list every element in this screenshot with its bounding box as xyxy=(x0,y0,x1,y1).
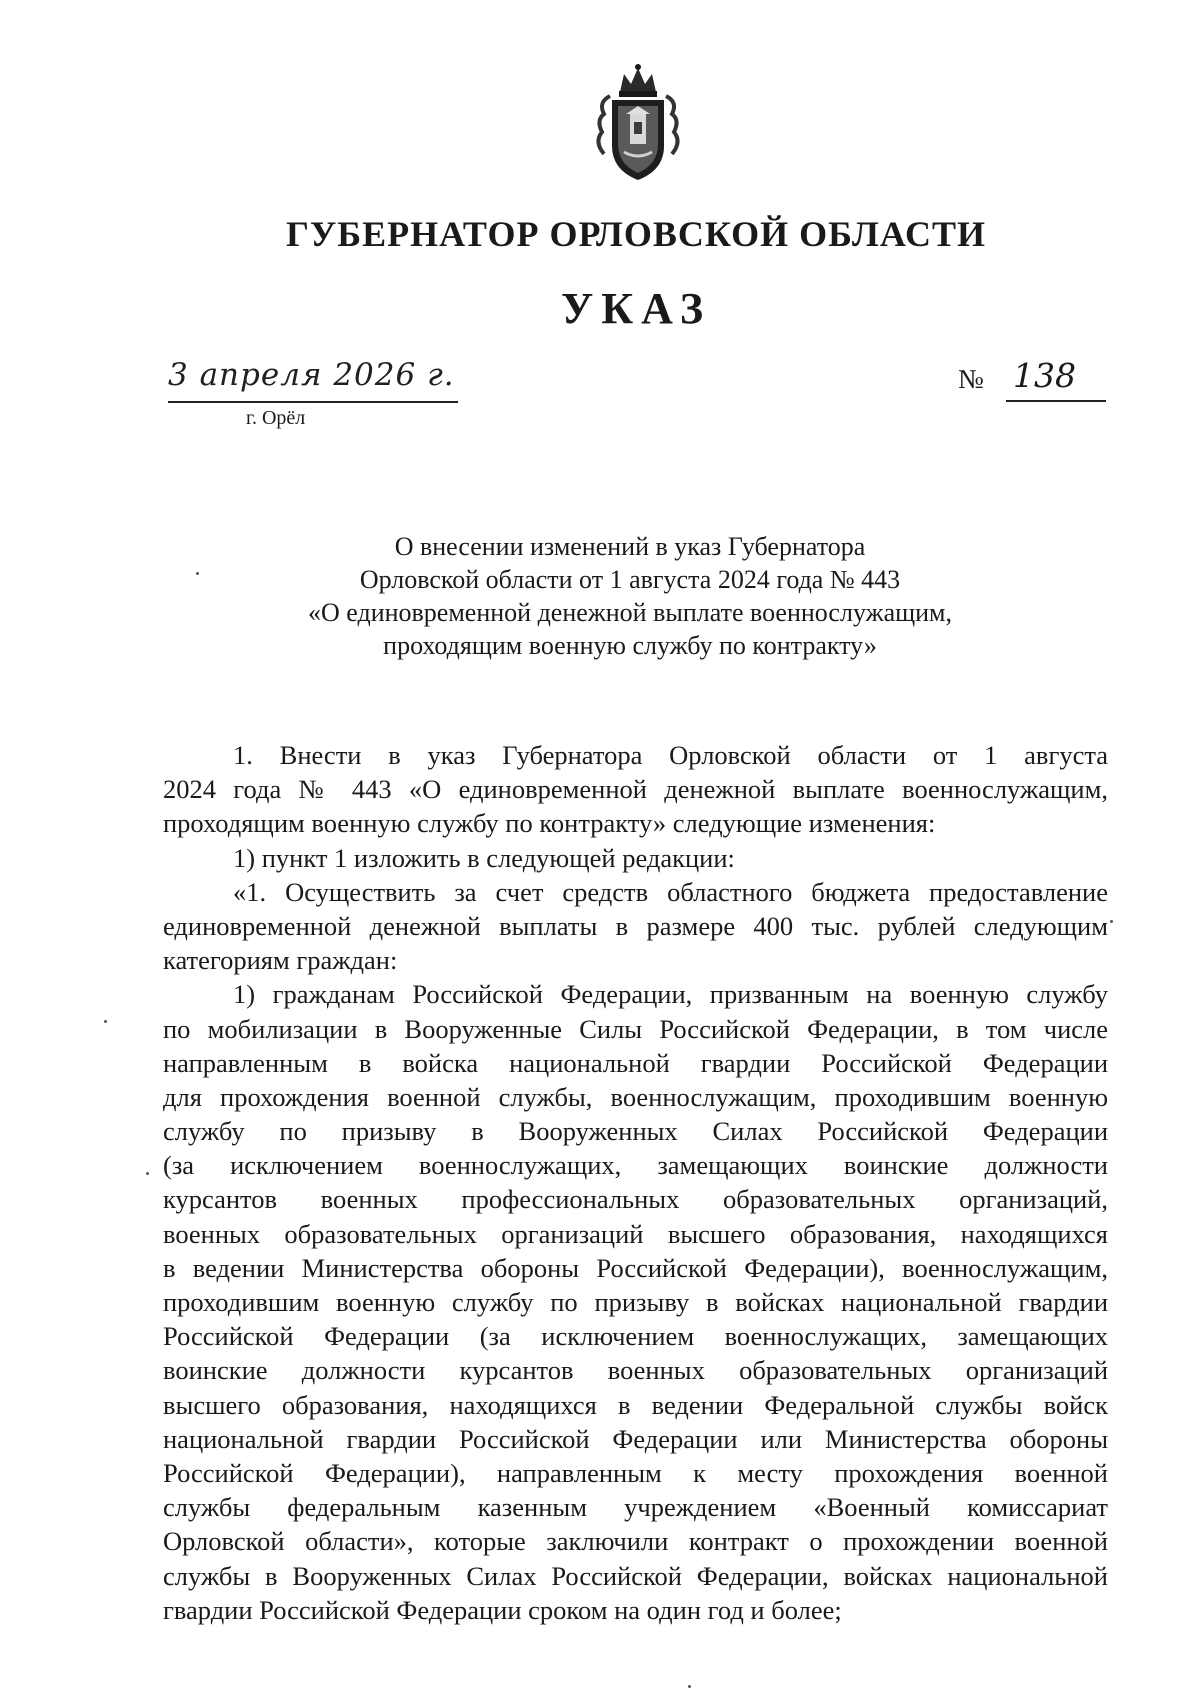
number-underline xyxy=(1006,400,1106,402)
body-line: направленным в войска национальной гвардии Российской Федерации xyxy=(163,1047,1108,1078)
body-line: военных образовательных организаций высшего образования, находящихся xyxy=(163,1218,1108,1249)
body-line: национальной гвардии Российской Федерации или Министерства обороны xyxy=(163,1423,1108,1454)
body-line: 1. Внести в указ Губернатора Орловской области от 1 августа xyxy=(233,740,1108,770)
document-type: УКАЗ xyxy=(560,284,712,333)
issuing-authority: ГУБЕРНАТОР ОРЛОВСКОЙ ОБЛАСТИ xyxy=(285,214,987,254)
handwritten-number: 138 xyxy=(1013,356,1076,395)
body-line: Орловской области», которые заключили контракт о прохождении военной xyxy=(163,1526,1108,1557)
date-block xyxy=(168,357,488,437)
date-underline xyxy=(168,401,458,403)
body-line: в ведении Министерства обороны Российской Федерации), военнослужащим, xyxy=(163,1252,1108,1283)
body-line: высшего образования, находящихся в ведении Федеральной службы войск xyxy=(163,1389,1108,1420)
scan-speck xyxy=(104,1020,107,1023)
scan-speck xyxy=(146,1172,149,1175)
body-line: службы в Вооруженных Силах Российской Федерации, войсках национальной xyxy=(163,1560,1108,1591)
scan-speck xyxy=(688,1685,691,1688)
body-line: проходящим военную службу по контракту» следующие изменения: xyxy=(163,808,936,839)
body-line: единовременной денежной выплаты в размере 400 тыс. рублей следующим xyxy=(163,910,1108,941)
city-of-issue: г. Орёл xyxy=(246,407,306,429)
scan-speck xyxy=(1110,920,1113,923)
coat-of-arms-icon xyxy=(590,62,686,186)
decree-body xyxy=(163,738,1108,1627)
body-line: гвардии Российской Федерации сроком на один год и более; xyxy=(163,1594,842,1625)
body-line: воинские должности курсантов военных образовательных организаций xyxy=(163,1355,1108,1386)
body-line: для прохождения военной службы, военнослужащим, проходившим военную xyxy=(163,1081,1108,1112)
body-line: службу по призыву в Вооруженных Силах Российской Федерации xyxy=(163,1116,1108,1147)
subject-line: О внесении изменений в указ Губернатора xyxy=(394,532,866,561)
body-line: «1. Осуществить за счет средств областного бюджета предоставление xyxy=(233,876,1108,907)
body-line: (за исключением военнослужащих, замещающих воинские должности xyxy=(163,1150,1108,1181)
subject-line: проходящим военную службу по контракту» xyxy=(383,631,877,660)
body-line: службы федеральным казенным учреждением «Военный комиссариат xyxy=(163,1492,1108,1523)
body-line: 1) пункт 1 изложить в следующей редакции: xyxy=(233,842,735,873)
subject-line: «О единовременной денежной выплате военнослужащим, xyxy=(308,598,952,627)
body-line: 2024 года № 443 «О единовременной денежной выплате военнослужащим, xyxy=(163,774,1108,805)
body-line: курсантов военных профессиональных образовательных организаций, xyxy=(163,1184,1108,1215)
body-line: категориям граждан: xyxy=(163,945,398,976)
scan-speck xyxy=(196,572,199,575)
body-line: проходившим военную службу по призыву в войсках национальной гвардии xyxy=(163,1287,1108,1317)
number-label: № xyxy=(958,364,984,394)
subject-line: Орловской области от 1 августа 2024 года № 443 xyxy=(359,565,901,594)
body-line: по мобилизации в Вооруженные Силы Российской Федерации, в том числе xyxy=(163,1013,1108,1044)
decree-subject xyxy=(190,530,1070,662)
handwritten-date: 3 апреля 2026 г. xyxy=(168,357,455,393)
body-line: Российской Федерации (за исключением военнослужащих, замещающих xyxy=(163,1321,1108,1352)
decree-number-block xyxy=(958,356,1108,406)
body-line: 1) гражданам Российской Федерации, призванным на военную службу xyxy=(233,979,1108,1010)
body-line: Российской Федерации), направленным к месту прохождения военной xyxy=(163,1457,1108,1488)
